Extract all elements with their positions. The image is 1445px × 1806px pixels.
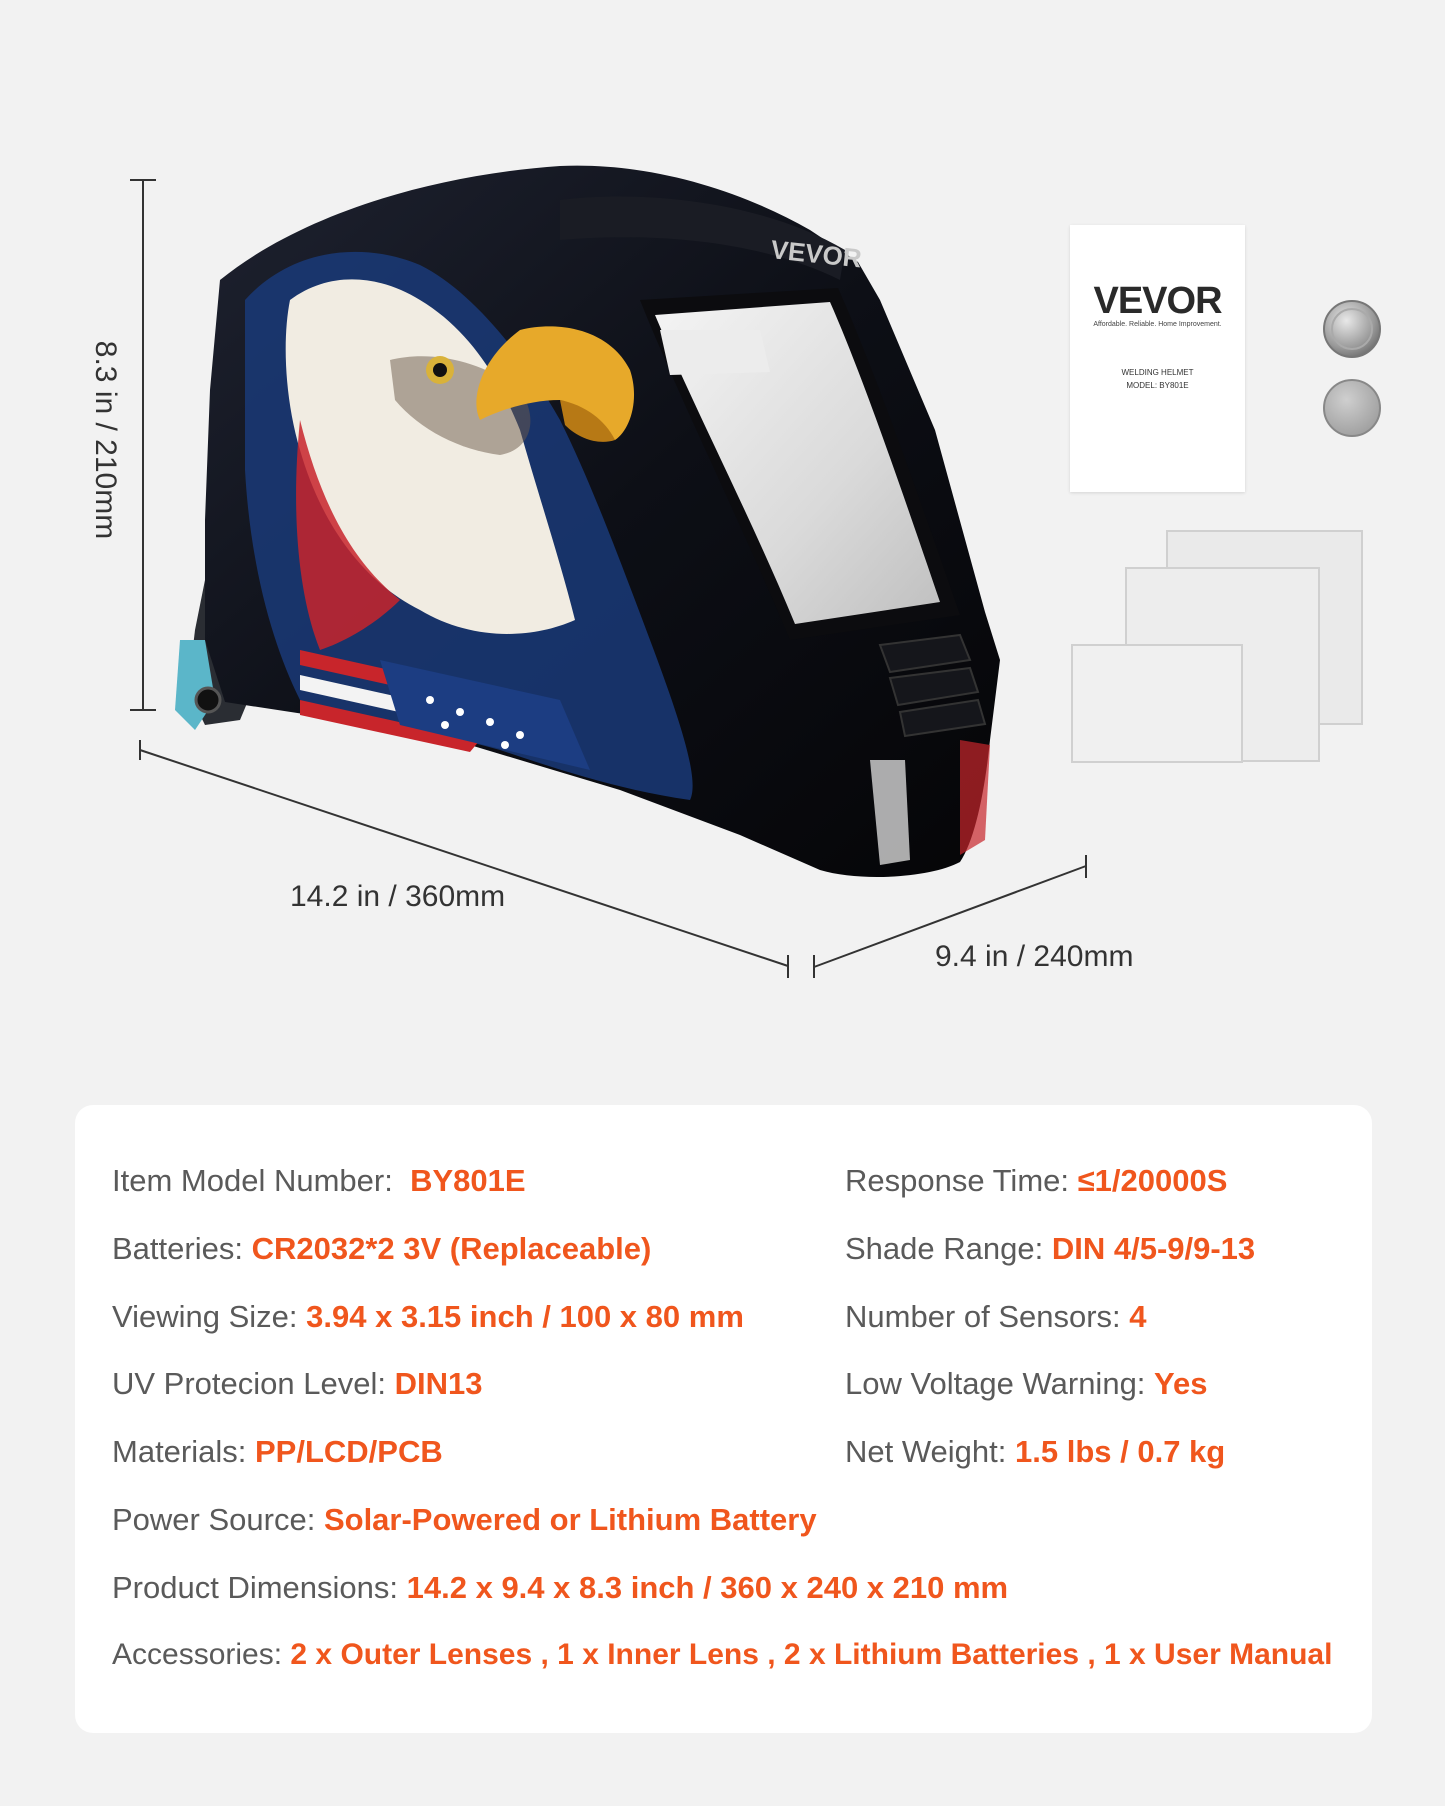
spec-value: DIN13 bbox=[394, 1366, 483, 1401]
spec-label: UV Protecion Level: bbox=[112, 1366, 386, 1401]
spec-value: ≤1/20000S bbox=[1077, 1163, 1228, 1198]
protective-lenses bbox=[1072, 531, 1362, 762]
spec-sensors bbox=[845, 1299, 1147, 1335]
welding-helmet bbox=[175, 166, 1000, 877]
spec-uv-protection bbox=[112, 1366, 482, 1402]
spec-product-dimensions bbox=[112, 1570, 1008, 1606]
spec-accessories bbox=[112, 1638, 1332, 1672]
manual-model: MODEL: BY801E bbox=[1126, 381, 1189, 390]
spec-viewing-size bbox=[112, 1299, 744, 1335]
spec-label: Viewing Size: bbox=[112, 1299, 298, 1334]
spec-batteries bbox=[112, 1231, 651, 1267]
spec-value: 2 x Outer Lenses , 1 x Inner Lens , 2 x Lithium Batteries , 1 x User Manual bbox=[290, 1638, 1333, 1671]
spec-label: Accessories: bbox=[112, 1638, 283, 1671]
manual-title: WELDING HELMET bbox=[1121, 368, 1194, 377]
spec-value: Solar-Powered or Lithium Battery bbox=[323, 1502, 817, 1537]
coin-battery-icon bbox=[1324, 380, 1380, 436]
manual-tagline: Affordable. Reliable. Home Improvement. bbox=[1093, 321, 1222, 328]
spec-low-voltage bbox=[845, 1366, 1208, 1402]
spec-materials bbox=[112, 1434, 443, 1470]
spec-label: Power Source: bbox=[112, 1502, 316, 1537]
spec-label: Number of Sensors: bbox=[845, 1299, 1121, 1334]
spec-shade-range bbox=[845, 1231, 1255, 1267]
spec-label: Net Weight: bbox=[845, 1434, 1007, 1469]
spec-value: 14.2 x 9.4 x 8.3 inch / 360 x 240 x 210 mm bbox=[406, 1570, 1009, 1605]
spec-power-source bbox=[112, 1502, 817, 1538]
spec-model bbox=[112, 1163, 526, 1199]
spec-value: DIN 4/5-9/9-13 bbox=[1051, 1231, 1256, 1266]
manual-brand: VEVOR bbox=[1093, 280, 1222, 322]
spec-value: BY801E bbox=[410, 1163, 526, 1198]
spec-label: Batteries: bbox=[112, 1231, 243, 1266]
spec-label: Shade Range: bbox=[845, 1231, 1044, 1266]
spec-label: Item Model Number: bbox=[112, 1163, 393, 1198]
spec-value: 1.5 lbs / 0.7 kg bbox=[1015, 1434, 1226, 1469]
width-dimension-label: 9.4 in / 240mm bbox=[935, 940, 1134, 973]
length-dimension-label: 14.2 in / 360mm bbox=[290, 880, 506, 913]
spec-value: 4 bbox=[1129, 1299, 1147, 1334]
spec-label: Low Voltage Warning: bbox=[845, 1366, 1146, 1401]
spec-value: 3.94 x 3.15 inch / 100 x 80 mm bbox=[306, 1299, 744, 1334]
spec-label: Materials: bbox=[112, 1434, 247, 1469]
spec-value: PP/LCD/PCB bbox=[255, 1434, 443, 1469]
spec-label: Response Time: bbox=[845, 1163, 1069, 1198]
spec-value: CR2032*2 3V (Replaceable) bbox=[251, 1231, 652, 1266]
height-dimension-line bbox=[130, 180, 156, 710]
spec-value: Yes bbox=[1154, 1366, 1208, 1401]
user-manual-card bbox=[1070, 225, 1245, 492]
spec-net-weight bbox=[845, 1434, 1225, 1470]
height-dimension-label: 8.3 in / 210mm bbox=[89, 340, 122, 540]
spec-label: Product Dimensions: bbox=[112, 1570, 399, 1605]
spec-response-time bbox=[845, 1163, 1227, 1199]
helmet-brand-text: VEVOR bbox=[769, 234, 864, 274]
